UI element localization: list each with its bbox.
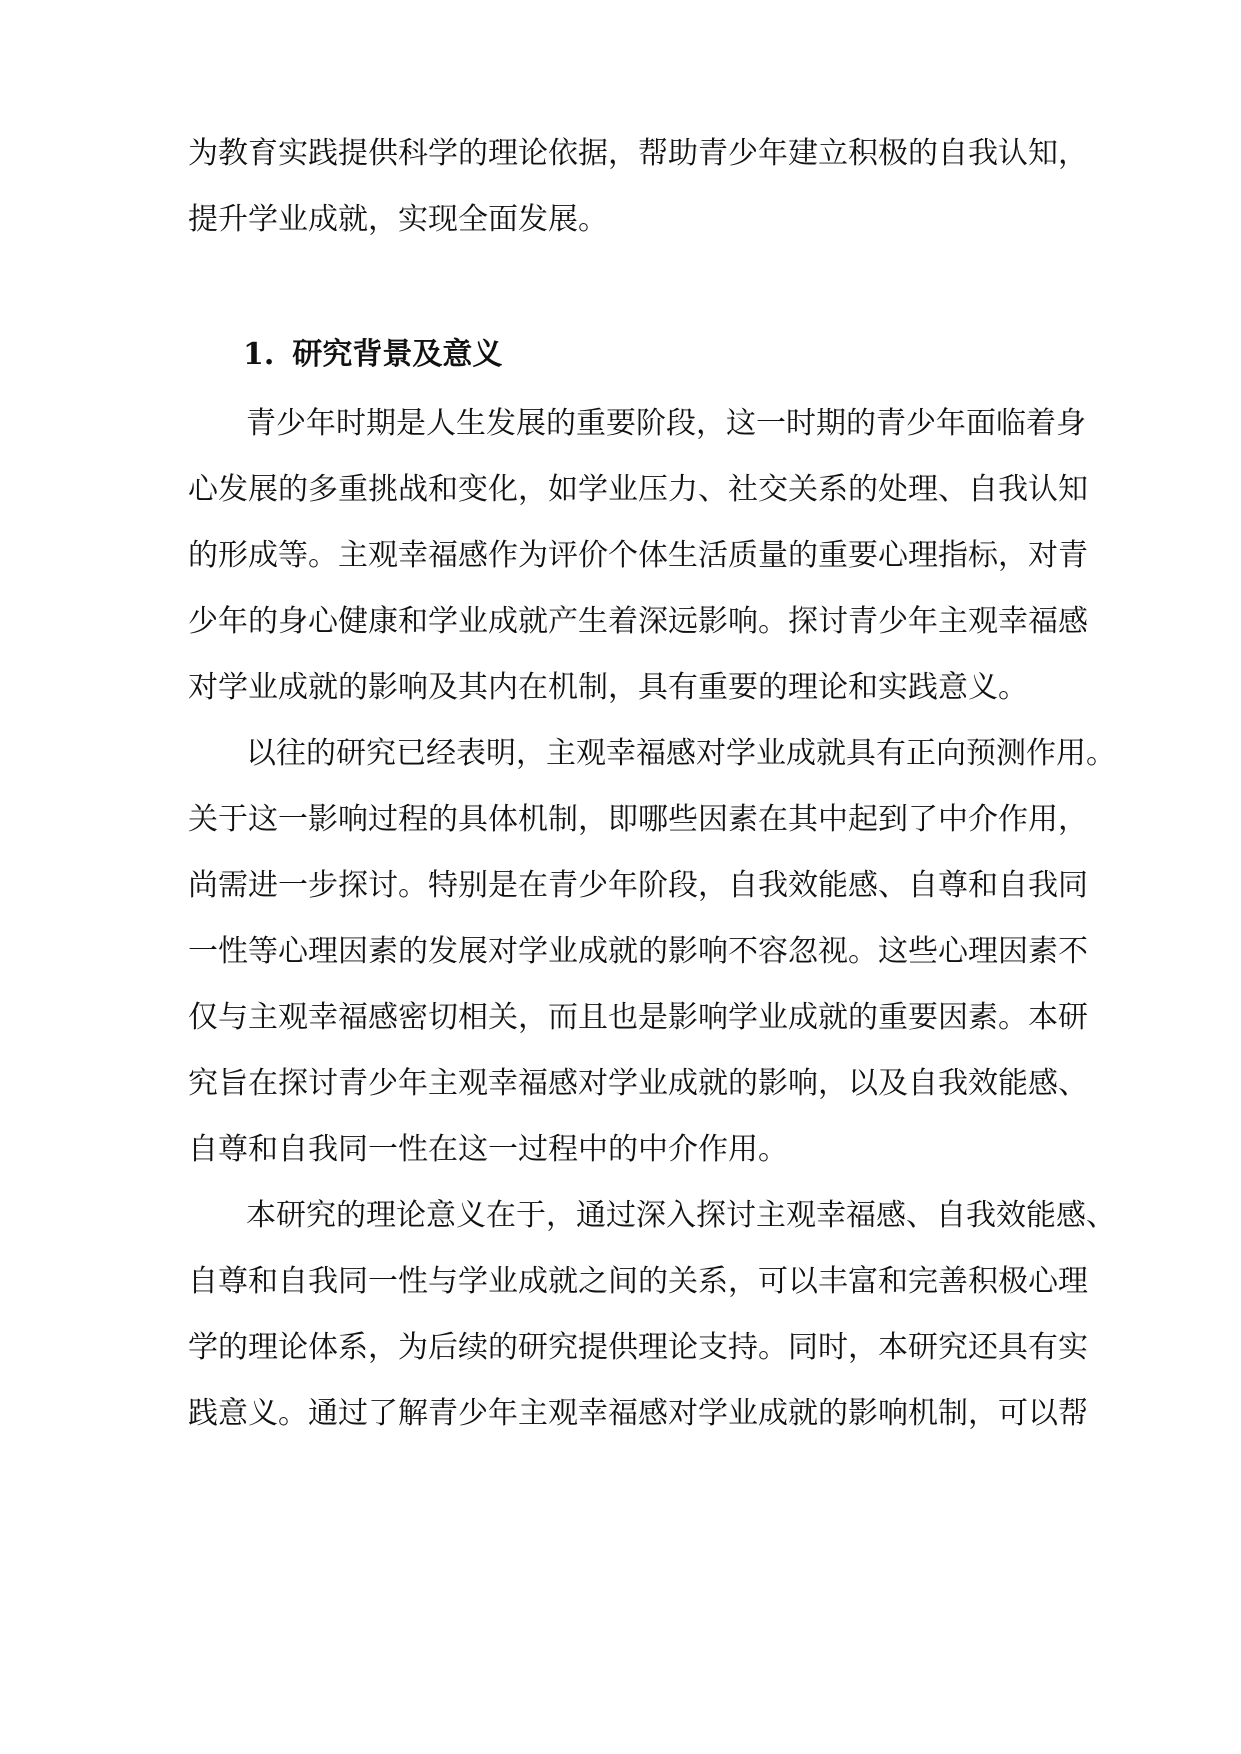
text-line: 提升学业成就，实现全面发展。 — [188, 202, 608, 237]
text-line: 尚需进一步探讨。特别是在青少年阶段，自我效能感、自尊和自我同 — [188, 868, 1088, 903]
text-line: 为教育实践提供科学的理论依据，帮助青少年建立积极的自我认知， — [188, 136, 1088, 171]
text-line: 究旨在探讨青少年主观幸福感对学业成就的影响，以及自我效能感、 — [188, 1066, 1088, 1101]
text-line: 仅与主观幸福感密切相关，而且也是影响学业成就的重要因素。本研 — [188, 1000, 1088, 1035]
text-line: 对学业成就的影响及其内在机制，具有重要的理论和实践意义。 — [188, 670, 1028, 705]
text-line: 学的理论体系，为后续的研究提供理论支持。同时，本研究还具有实 — [188, 1330, 1088, 1365]
section-title: 研究背景及意义 — [292, 337, 503, 372]
text-line: 少年的身心健康和学业成就产生着深远影响。探讨青少年主观幸福感 — [188, 604, 1088, 639]
section-number: 1. — [243, 337, 275, 372]
text-line: 践意义。通过了解青少年主观幸福感对学业成就的影响机制，可以帮 — [188, 1396, 1088, 1431]
section-heading — [243, 334, 502, 376]
text-line: 本研究的理论意义在于，通过深入探讨主观幸福感、自我效能感、 — [246, 1198, 1116, 1233]
text-line: 自尊和自我同一性在这一过程中的中介作用。 — [188, 1132, 788, 1167]
text-line: 心发展的多重挑战和变化，如学业压力、社交关系的处理、自我认知 — [188, 472, 1088, 507]
text-line: 的形成等。主观幸福感作为评价个体生活质量的重要心理指标，对青 — [188, 538, 1088, 573]
text-line: 关于这一影响过程的具体机制，即哪些因素在其中起到了中介作用， — [188, 802, 1088, 837]
text-line: 以往的研究已经表明，主观幸福感对学业成就具有正向预测作用。 — [246, 736, 1116, 771]
text-line: 自尊和自我同一性与学业成就之间的关系，可以丰富和完善积极心理 — [188, 1264, 1088, 1299]
text-line: 一性等心理因素的发展对学业成就的影响不容忽视。这些心理因素不 — [188, 934, 1088, 969]
text-line: 青少年时期是人生发展的重要阶段，这一时期的青少年面临着身 — [246, 406, 1086, 441]
